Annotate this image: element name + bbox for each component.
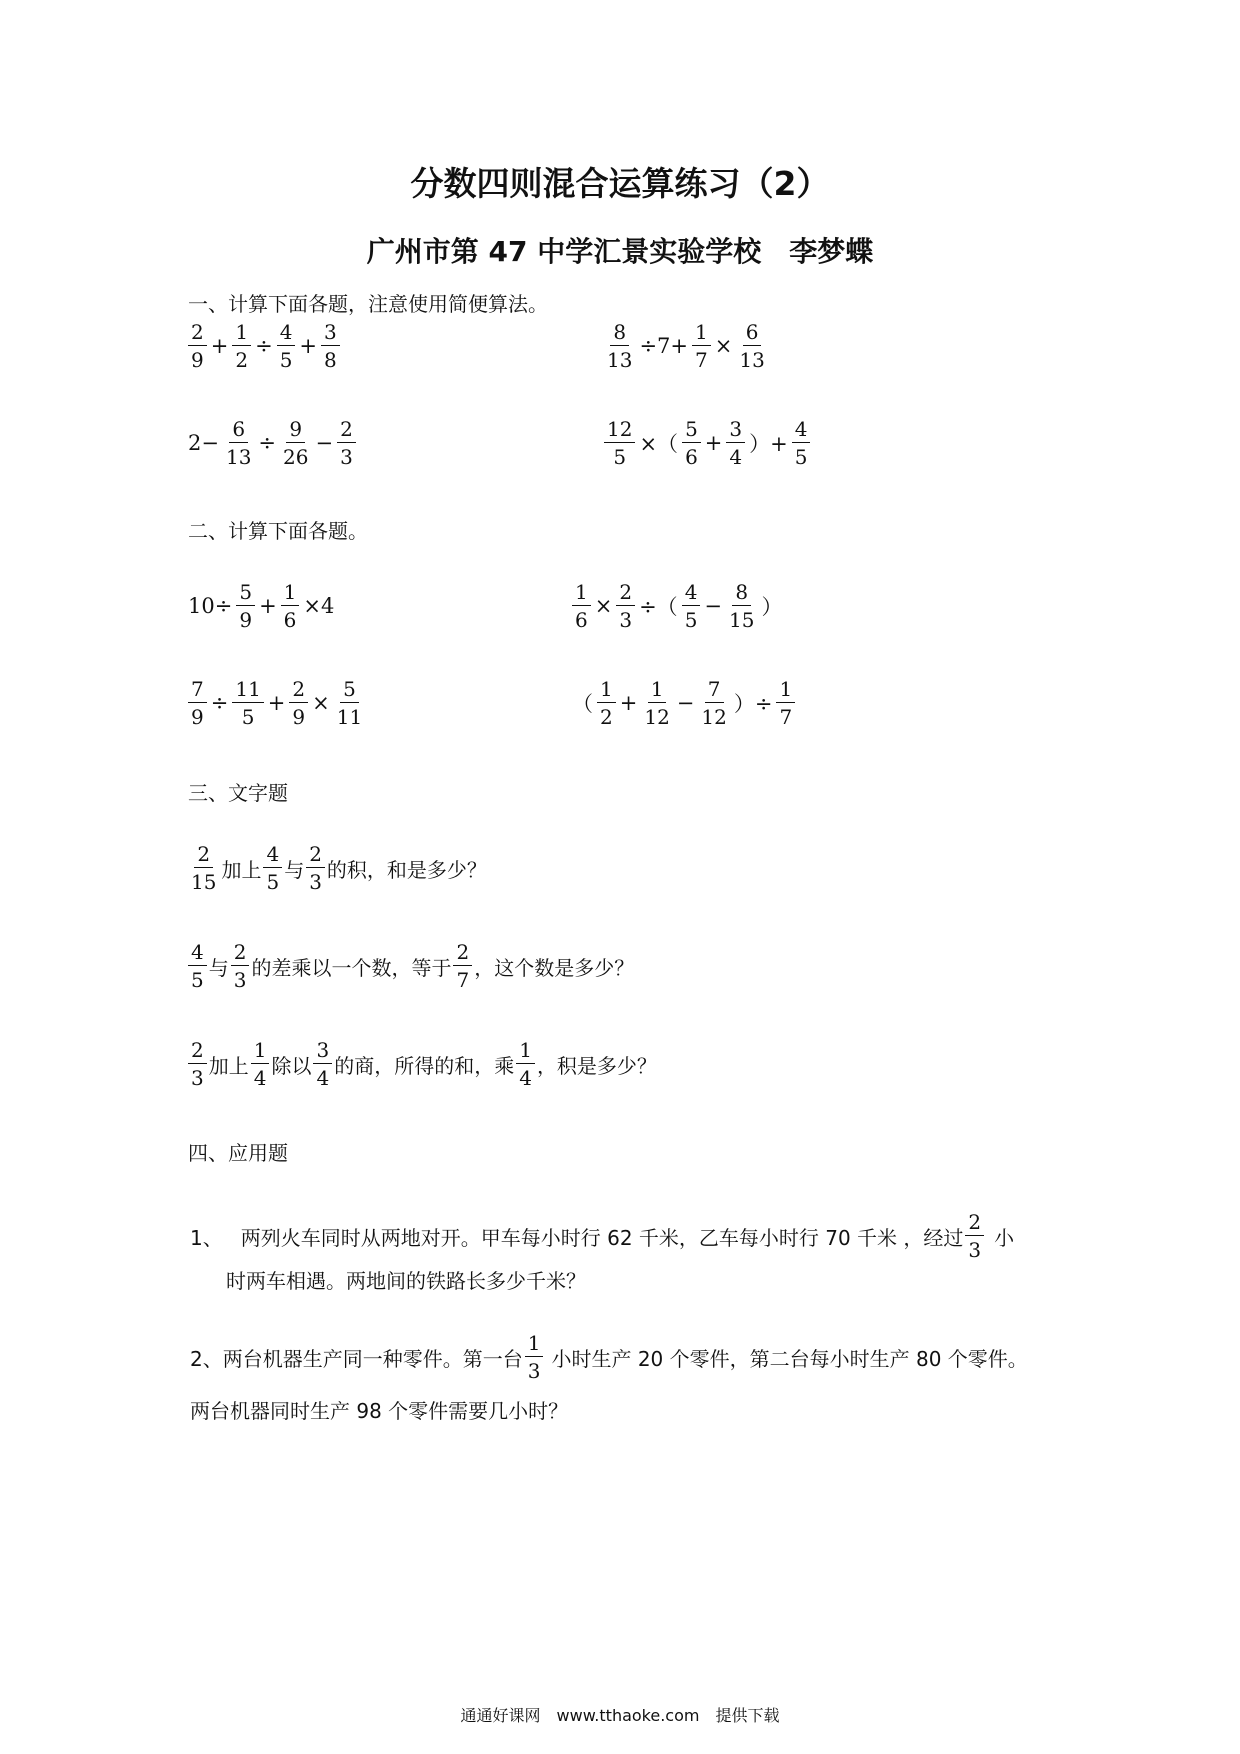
fraction: $\frac{11}{5}$ (232, 679, 263, 727)
fraction: $\frac{2}{3}$ (965, 1212, 984, 1260)
text: 除以 (271, 1053, 312, 1078)
fraction: $\frac{2}{3}$ (231, 942, 250, 990)
fraction: $\frac{8}{13}$ (607, 320, 633, 372)
operator: + (619, 691, 638, 715)
fraction: $\frac{4}{5}$ (682, 582, 701, 630)
operator: ×（ (639, 432, 679, 456)
fraction: $\frac{2}{3}$ (306, 844, 325, 892)
fraction: $\frac{5}{11}$ (336, 677, 363, 729)
problem-2 (602, 322, 770, 370)
operator: ÷（ (639, 595, 678, 619)
fraction: $\frac{4}{5}$ (277, 322, 296, 370)
page-subtitle: 广州市第 47 中学汇景实验学校 李梦蝶 (366, 235, 874, 268)
operator: + (299, 334, 318, 358)
application-problem-2-line-1 (190, 1333, 1028, 1381)
fraction: $\frac{7}{9}$ (188, 679, 207, 727)
fraction: $\frac{1}{7}$ (776, 679, 795, 727)
word-problem-3 (186, 1040, 657, 1088)
fraction: $\frac{2}{9}$ (188, 322, 207, 370)
problem-7 (186, 679, 367, 727)
fraction: $\frac{6}{13}$ (225, 417, 252, 469)
text: ，这个数是多少？ (474, 955, 635, 980)
operator: − (315, 431, 334, 455)
text: ，积是多少？ (536, 1053, 657, 1078)
fraction: $\frac{3}{4}$ (726, 419, 745, 467)
text: 2、两台机器生产同一种零件。第一台 (190, 1346, 523, 1371)
problem-5 (186, 582, 336, 630)
problem-8 (570, 679, 797, 727)
application-problem-1-line-1 (190, 1212, 1014, 1260)
fraction: $\frac{3}{4}$ (313, 1040, 332, 1088)
operator: − (704, 594, 723, 618)
text: 两列火车同时从两地对开。甲车每小时行 62 千米，乙车每小时行 70 千米 ，经过 (240, 1225, 964, 1250)
fraction: $\frac{4}{5}$ (188, 942, 207, 990)
fraction: $\frac{12}{5}$ (604, 419, 635, 467)
section-4-heading: 四、应用题 (188, 1141, 288, 1165)
fraction: $\frac{1}{2}$ (597, 679, 616, 727)
word-problem-2 (186, 942, 634, 990)
fraction: $\frac{2}{3}$ (337, 419, 356, 467)
operator: + (210, 334, 229, 358)
operator: ÷ (255, 334, 273, 358)
fraction: $\frac{6}{13}$ (739, 320, 765, 372)
text: 小时生产 20 个零件，第二台每小时生产 80 个零件。 (551, 1346, 1028, 1371)
section-3-heading: 三、文字题 (188, 781, 288, 805)
word-problem-1 (186, 844, 487, 892)
operator: 10÷ (188, 594, 233, 618)
operator: − (676, 691, 695, 715)
operator: 2− (188, 431, 219, 455)
text: 加上 (208, 1053, 249, 1078)
operator: ）+ (749, 432, 788, 456)
section-2-heading: 二、计算下面各题。 (188, 519, 368, 543)
operator: ×4 (303, 594, 335, 618)
fraction: $\frac{1}{4}$ (516, 1040, 535, 1088)
text: 与 (284, 857, 305, 882)
operator: ÷ (210, 691, 229, 715)
fraction: $\frac{1}{12}$ (644, 677, 670, 729)
operator: （ (572, 692, 593, 716)
fraction: $\frac{5}{6}$ (682, 419, 701, 467)
fraction: $\frac{2}{7}$ (453, 942, 472, 990)
operator: × (594, 594, 613, 618)
operator: ）÷ (733, 692, 773, 716)
application-problem-1-line-2: 时两车相遇。两地间的铁路长多少千米？ (226, 1269, 586, 1293)
fraction: $\frac{1}{4}$ (251, 1040, 270, 1088)
operator: + (259, 594, 277, 618)
fraction: $\frac{8}{15}$ (729, 580, 755, 632)
problem-4 (602, 419, 812, 467)
fraction: $\frac{1}{7}$ (692, 322, 711, 370)
text: 与 (208, 955, 229, 980)
problem-1 (186, 322, 342, 370)
fraction: $\frac{3}{8}$ (321, 322, 340, 370)
operator: + (267, 691, 286, 715)
fraction: $\frac{1}{3}$ (525, 1333, 544, 1381)
operator: ÷7+ (639, 334, 689, 358)
operator: + (704, 431, 723, 455)
footer: 通通好课网 www.tthaoke.com 提供下载 (460, 1706, 780, 1725)
operator: ÷ (258, 431, 277, 455)
text: 小 (994, 1225, 1015, 1250)
fraction: $\frac{5}{9}$ (236, 582, 255, 630)
fraction: $\frac{9}{26}$ (283, 417, 309, 469)
fraction: $\frac{2}{15}$ (191, 842, 217, 894)
fraction: $\frac{1}{6}$ (281, 582, 300, 630)
section-1-heading: 一、计算下面各题，注意使用简便算法。 (188, 292, 548, 316)
problem-number: 1、 (190, 1225, 223, 1250)
operator: × (312, 691, 330, 715)
page-title: 分数四则混合运算练习（2） (410, 164, 830, 203)
application-problem-2-line-2: 两台机器同时生产 98 个零件需要几小时？ (190, 1399, 569, 1423)
text: 的积，和是多少？ (326, 857, 487, 882)
fraction: $\frac{7}{12}$ (701, 677, 727, 729)
fraction: $\frac{2}{9}$ (289, 679, 308, 727)
fraction: $\frac{1}{2}$ (232, 322, 251, 370)
text: 加上 (221, 857, 262, 882)
fraction: $\frac{4}{5}$ (792, 419, 811, 467)
operator: × (714, 334, 733, 358)
operator: ） (761, 595, 783, 619)
problem-3 (186, 419, 358, 467)
problem-6 (570, 582, 784, 630)
text: 的差乘以一个数，等于 (251, 955, 452, 980)
fraction: $\frac{1}{6}$ (572, 582, 591, 630)
fraction: $\frac{4}{5}$ (263, 844, 282, 892)
fraction: $\frac{2}{3}$ (616, 582, 635, 630)
fraction: $\frac{2}{3}$ (188, 1040, 207, 1088)
text: 的商，所得的和，乘 (334, 1053, 515, 1078)
